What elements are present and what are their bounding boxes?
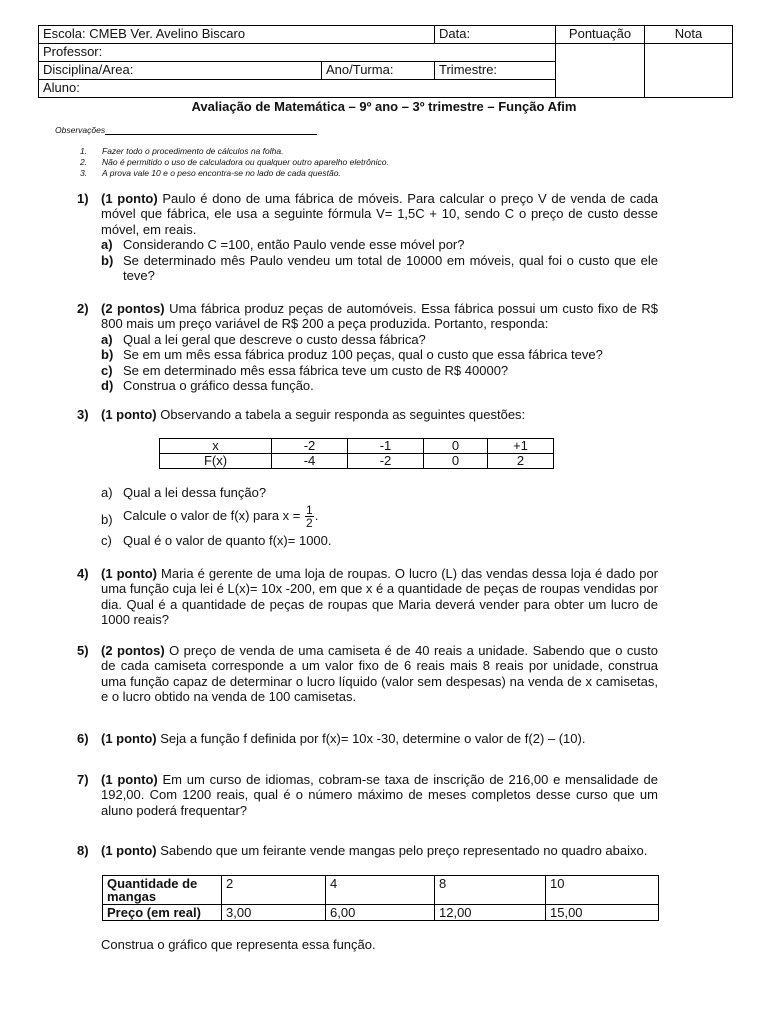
subquestion-letter: c) [101, 533, 112, 549]
subquestion-text: Calcule o valor de f(x) para x = [123, 508, 304, 524]
fraction-numerator: 1 [306, 503, 313, 518]
mango-price-table [102, 875, 659, 921]
question-number: 1) [77, 191, 89, 206]
question-7 [77, 772, 658, 818]
question-6 [77, 731, 658, 746]
subquestion-c [101, 533, 658, 548]
table-row [160, 439, 554, 454]
question-number: 2) [77, 301, 89, 316]
subquestion-b [101, 347, 658, 362]
fraction [305, 504, 314, 529]
grade-header: Nota [645, 26, 733, 44]
table-cell: 3,00 [222, 905, 326, 921]
observation-item [80, 168, 389, 179]
table-cell: -1 [348, 439, 424, 454]
observation-number: 3. [80, 168, 88, 178]
question-number: 3) [77, 407, 89, 422]
function-table [159, 438, 554, 469]
question-text: O preço de venda de uma camiseta é de 40 reais a unidade. Sabendo que o custo de cada camiseta corresponde a um valor fixo de 6 reais mais 8 reais por unidade, construa uma função capaz de determinar o lucro líquido (valor sem despesas) na venda de x camisetas, e o lucro obtido na venda de 100 camisetas. [101, 643, 658, 705]
question-points: (2 pontos) [101, 301, 165, 316]
observation-number: 2. [80, 157, 88, 167]
table-row-header: Preço (em real) [103, 905, 222, 921]
subquestion-letter: c) [101, 362, 113, 378]
question-text: Seja a função f definida por f(x)= 10x -30, determine o valor de f(2) – (10). [156, 731, 586, 746]
question-points: (2 pontos) [101, 643, 165, 658]
subquestion-text: Considerando C =100, então Paulo vende esse móvel por? [123, 237, 465, 253]
student-field: Aluno: [39, 80, 556, 98]
question-points: (1 ponto) [101, 407, 157, 422]
table-cell: 12,00 [435, 905, 546, 921]
class-field: Ano/Turma: [322, 62, 435, 80]
observation-text: A prova vale 10 e o peso encontra-se no lado de cada questão. [102, 168, 341, 178]
table-row-header: Quantidade de mangas [103, 876, 222, 905]
table-cell: x [160, 439, 272, 454]
question-number: 8) [77, 843, 89, 858]
question-points: (1 ponto) [101, 843, 157, 858]
question-4 [77, 566, 658, 628]
table-cell: 4 [326, 876, 435, 905]
question-text: Observando a tabela a seguir responda as seguintes questões: [156, 407, 526, 422]
question-8-footer [77, 937, 658, 952]
table-cell: 0 [424, 439, 488, 454]
question-5 [77, 643, 658, 705]
table-row [103, 876, 659, 905]
question-8 [77, 843, 658, 858]
question-number: 7) [77, 772, 89, 787]
question-1 [77, 191, 658, 283]
observation-item [80, 146, 389, 157]
question-points: (1 ponto) [101, 731, 157, 746]
subquestion-text: Qual a lei geral que descreve o custo dessa fábrica? [123, 331, 426, 347]
table-cell: -2 [348, 454, 424, 469]
observations-line [105, 125, 317, 135]
header-table [38, 25, 733, 98]
subquestion-text-end: . [314, 508, 319, 524]
grade-box [645, 44, 733, 98]
question-text: Paulo é dono de uma fábrica de móveis. Para calcular o preço V de venda de cada móvel que fábrica, ele usa a seguinte fórmula V= 1,5C + 10, sendo C o preço de custo desse móvel, em reais. [101, 191, 658, 237]
subquestion-text: Qual a lei dessa função? [123, 485, 267, 500]
question-number: 4) [77, 566, 89, 581]
question-number: 5) [77, 643, 89, 658]
table-cell: -2 [272, 439, 348, 454]
observations-list [80, 146, 389, 179]
question-points: (1 ponto) [101, 566, 158, 581]
observation-text: Não é permitido o uso de calculadora ou qualquer outro aparelho eletrônico. [102, 157, 389, 167]
teacher-field: Professor: [39, 44, 556, 62]
subquestion-letter: a) [101, 331, 113, 347]
question-text: Maria é gerente de uma loja de roupas. O lucro (L) das vendas dessa loja é dado por uma função cuja lei é L(x)= 10x -200, em que x é a quantidade de peças de roupas vendidas por dia. Qual é a quantidade de peças de roupas que Maria deverá vender para obter um lucro de 1000 reais? [101, 566, 659, 628]
score-box [556, 44, 645, 98]
table-row [103, 905, 659, 921]
subquestion-text: Se em determinado mês essa fábrica teve um custo de R$ 40000? [123, 362, 509, 378]
table-cell: 15,00 [546, 905, 659, 921]
question-3-subquestions [77, 485, 658, 549]
subquestion-text: Se em um mês essa fábrica produz 100 peças, qual o custo que essa fábrica teve? [123, 347, 603, 363]
subquestion-text: Qual é o valor de quanto f(x)= 1000. [123, 533, 332, 549]
observation-item [80, 157, 389, 168]
subquestion-letter: b) [101, 347, 114, 363]
subquestion-letter: b) [101, 252, 114, 268]
table-cell: 6,00 [326, 905, 435, 921]
date-field: Data: [435, 26, 556, 44]
fraction-denominator: 2 [306, 516, 313, 531]
table-cell: F(x) [160, 454, 272, 469]
subquestion-text: Construa o gráfico dessa função. [123, 378, 314, 394]
question-number: 6) [77, 731, 89, 746]
subquestion-c [101, 363, 658, 378]
question-text: Sabendo que um feirante vende mangas pelo preço representado no quadro abaixo. [156, 843, 648, 858]
table-cell: +1 [488, 439, 554, 454]
question-text: Uma fábrica produz peças de automóveis. Essa fábrica possui um custo fixo de R$ 800 mais um preço variável de R$ 200 a peça produzida. Portanto, responda: [101, 301, 658, 332]
table-row [160, 454, 554, 469]
page-title: Avaliação de Matemática – 9º ano – 3º trimestre – Função Afim [191, 99, 577, 114]
subquestion-b [101, 253, 658, 284]
subquestion-a [101, 485, 658, 500]
table-cell: 10 [546, 876, 659, 905]
question-points: (1 ponto) [101, 191, 158, 206]
subquestion-letter: d) [101, 378, 114, 394]
question-footer-text: Construa o gráfico que representa essa função. [101, 937, 376, 952]
school-field: Escola: CMEB Ver. Avelino Biscaro [39, 26, 435, 44]
table-cell: 0 [424, 454, 488, 469]
table-cell: 2 [222, 876, 326, 905]
question-3 [77, 407, 658, 422]
question-2 [77, 301, 658, 393]
subquestion-b [101, 504, 658, 529]
subquestion-text: Se determinado mês Paulo vendeu um total de 10000 em móveis, qual foi o custo que ele teve? [123, 252, 658, 284]
subquestion-a [101, 332, 658, 347]
table-cell: -4 [272, 454, 348, 469]
table-cell: 2 [488, 454, 554, 469]
subquestion-letter: a) [101, 485, 113, 500]
observations-label [55, 125, 317, 135]
subquestion-letter: b) [101, 512, 113, 528]
observation-number: 1. [80, 146, 88, 156]
term-field: Trimestre: [435, 62, 556, 80]
observation-text: Fazer todo o procedimento de cálculos na folha. [102, 146, 284, 156]
question-points: (1 ponto) [101, 772, 158, 787]
subquestion-letter: a) [101, 237, 113, 253]
subquestion-d [101, 378, 658, 393]
table-cell: 8 [435, 876, 546, 905]
subject-field: Disciplina/Area: [39, 62, 322, 80]
observations-label-text: Observações [55, 125, 106, 135]
subquestion-a [101, 237, 658, 252]
score-header: Pontuação [556, 26, 645, 44]
question-text: Em um curso de idiomas, cobram-se taxa de inscrição de 216,00 e mensalidade de 192,00. Com 1200 reais, qual é o número máximo de meses completos desse curso que um aluno poderá frequentar? [101, 772, 658, 818]
